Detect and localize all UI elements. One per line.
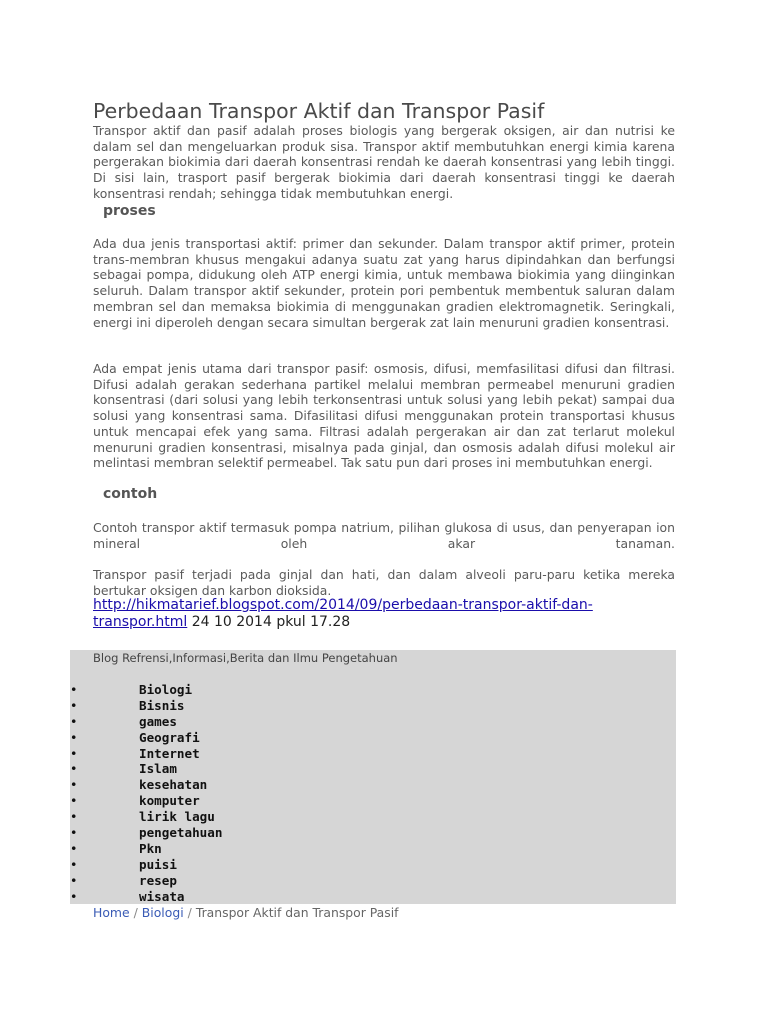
bullet-icon: • — [70, 793, 78, 809]
bullet-icon: • — [70, 697, 78, 713]
category-label[interactable]: Bisnis — [139, 697, 185, 713]
breadcrumb-home[interactable]: Home — [93, 905, 130, 920]
contoh-paragraph-1: Contoh transpor aktif termasuk pompa natrium, pilihan glukosa di usus, dan penyerapan ion mineral oleh akar tanaman. — [93, 520, 675, 551]
bullet-icon: • — [70, 729, 78, 745]
category-label[interactable]: pengetahuan — [139, 825, 223, 841]
category-label[interactable]: resep — [139, 872, 177, 888]
bullet-icon: • — [70, 682, 78, 697]
bullet-icon: • — [70, 809, 78, 825]
category-label[interactable]: Internet — [139, 745, 200, 761]
source-date: 24 10 2014 pkul 17.28 — [187, 614, 351, 630]
bullet-icon: • — [70, 872, 78, 888]
bullet-icon: • — [70, 745, 78, 761]
source-citation — [93, 597, 653, 631]
bullet-icon: • — [70, 856, 78, 872]
category-label[interactable]: Biologi — [139, 682, 193, 697]
breadcrumb-separator: / — [133, 905, 138, 920]
heading-proses: proses — [103, 203, 156, 219]
category-label[interactable]: Geografi — [139, 729, 200, 745]
heading-contoh: contoh — [103, 486, 158, 502]
category-label[interactable]: lirik lagu — [139, 809, 215, 825]
proses-paragraph-2: Ada empat jenis utama dari transpor pasif: osmosis, difusi, memfasilitasi difusi dan filtrasi. Difusi adalah gerakan sederhana partikel melalui membran permeabel menuruni gradien konsentrasi (dari solusi yang lebih terkonsentrasi untuk solusi yang lebih pekat) sampai dua solusi yang konsentrasi sama. Difasilitasi difusi menggunakan protein transportasi khusus untuk mencapai efek yang sama. Filtrasi adalah pergerakan air dan zat terlarut molekul menuruni gradien konsentrasi, misalnya pada ginjal, dan osmosis adalah difusi molekul air melintasi membran selektif permeabel. Tak satu pun dari proses ini membutuhkan energi. — [93, 361, 675, 471]
bullet-icon: • — [70, 840, 78, 856]
contoh-paragraph-2: Transpor pasif terjadi pada ginjal dan hati, dan dalam alveoli paru-paru ketika mereka bertukar oksigen dan karbon dioksida. — [93, 567, 675, 598]
bullet-icon: • — [70, 761, 78, 777]
page-title: Perbedaan Transpor Aktif dan Transpor Pasif — [93, 99, 545, 123]
breadcrumb-biologi[interactable]: Biologi — [141, 905, 184, 920]
category-label[interactable]: puisi — [139, 856, 177, 872]
bullet-icon: • — [70, 713, 78, 729]
blog-tagline: Blog Refrensi,Informasi,Berita dan Ilmu Pengetahuan — [93, 651, 398, 665]
breadcrumb-separator: / — [187, 905, 192, 920]
source-link[interactable]: http://hikmatarief.blogspot.com/2014/09/perbedaan-transpor-aktif-dan-transpor.html — [93, 597, 593, 630]
category-label[interactable]: Islam — [139, 761, 177, 777]
bullet-icon: • — [70, 888, 78, 904]
bullet-icon: • — [70, 777, 78, 793]
category-label[interactable]: kesehatan — [139, 777, 208, 793]
breadcrumb — [93, 905, 399, 920]
category-label[interactable]: wisata — [139, 888, 185, 904]
category-label[interactable]: komputer — [139, 793, 200, 809]
category-label[interactable]: games — [139, 713, 177, 729]
breadcrumb-current: Transpor Aktif dan Transpor Pasif — [195, 905, 399, 920]
proses-paragraph-1: Ada dua jenis transportasi aktif: primer dan sekunder. Dalam transpor aktif primer, protein trans-membran khusus mengakui adanya suatu zat yang harus dipindahkan dan berfungsi sebagai pompa, didukung oleh ATP energi kimia, untuk membawa biokimia yang diinginkan seluruh. Dalam transpor aktif sekunder, protein pori pembentuk membentuk saluran dalam membran sel dan memaksa biokimia di menggunakan gradien elektromagnetik. Seringkali, energi ini diperoleh dengan secara simultan bergerak zat lain menuruni gradien konsentrasi. — [93, 236, 675, 330]
bullet-icon: • — [70, 825, 78, 841]
intro-paragraph: Transpor aktif dan pasif adalah proses biologis yang bergerak oksigen, air dan nutrisi ke dalam sel dan mengeluarkan produk sisa. Transpor aktif membutuhkan energi kimia karena pergerakan biokimia dari daerah konsentrasi rendah ke daerah konsentrasi yang lebih tinggi. Di sisi lain, trasport pasif bergerak biokimia dari daerah konsentrasi tinggi ke daerah konsentrasi rendah; sehingga tidak membutuhkan energi. — [93, 123, 675, 201]
category-label[interactable]: Pkn — [139, 840, 162, 856]
